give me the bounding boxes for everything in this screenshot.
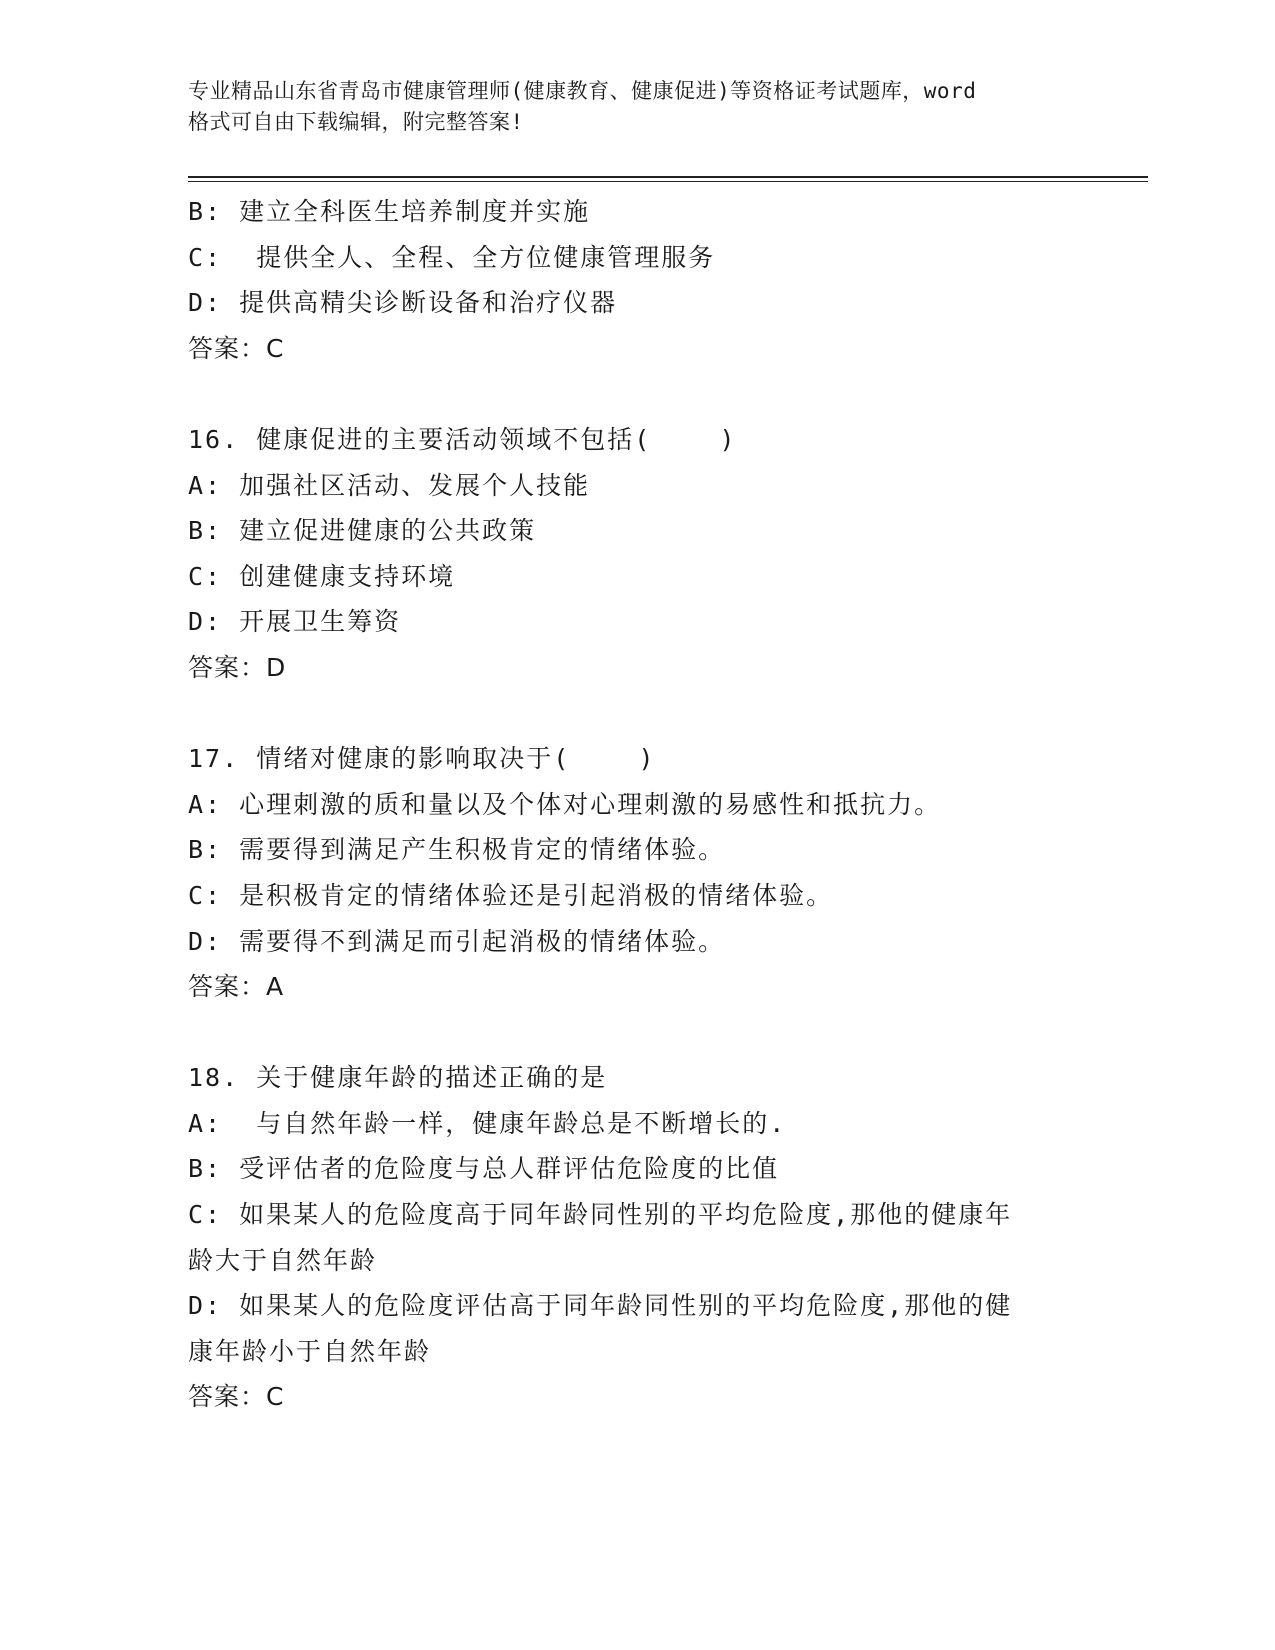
q17-option-c: C: 是积极肯定的情绪体验还是引起消极的情绪体验。 (188, 880, 834, 910)
question-16-block (188, 417, 1088, 691)
q17-question: 17. 情绪对健康的影响取决于( ) (188, 744, 656, 774)
q15-option-c: C: 提供全人、全程、全方位健康管理服务 (188, 242, 716, 272)
q18-option-b: B: 受评估者的危险度与总人群评估危险度的比值 (188, 1154, 780, 1184)
question-15-block (188, 189, 1088, 371)
q18-option-d-line-1: D: 如果某人的危险度评估高于同年龄同性别的平均危险度,那他的健 (188, 1291, 1013, 1321)
q16-question: 16. 健康促进的主要活动领域不包括( ) (188, 424, 737, 454)
q18-option-a: A: 与自然年龄一样，健康年龄总是不断增长的. (188, 1108, 787, 1138)
q16-option-d: D: 开展卫生筹资 (188, 607, 402, 637)
header-line-2: 格式可自由下载编辑，附完整答案! (188, 110, 524, 134)
q18-option-d-line-2: 康年龄小于自然年龄 (188, 1336, 432, 1366)
q15-option-b: B: 建立全科医生培养制度并实施 (188, 197, 591, 226)
q17-option-d: D: 需要得不到满足而引起消极的情绪体验。 (188, 926, 726, 956)
header-divider-thin (188, 181, 1148, 182)
q18-option-c-line-1: C: 如果某人的危险度高于同年龄同性别的平均危险度,那他的健康年 (188, 1200, 1013, 1230)
q18-option-c-line-2: 龄大于自然年龄 (188, 1245, 378, 1275)
q18-question: 18. 关于健康年龄的描述正确的是 (188, 1063, 608, 1093)
question-17-block (188, 736, 1088, 1010)
q17-answer: 答案：A (188, 972, 285, 1002)
q17-option-b: B: 需要得到满足产生积极肯定的情绪体验。 (188, 835, 726, 865)
q16-answer: 答案：D (188, 652, 287, 682)
question-18-block (188, 1055, 1088, 1420)
q15-answer: 答案：C (188, 333, 285, 363)
q18-answer: 答案：C (188, 1382, 285, 1412)
page-header (188, 76, 1088, 138)
q16-option-c: C: 创建健康支持环境 (188, 561, 456, 591)
header-divider-thick (188, 176, 1148, 178)
question-list (188, 189, 1088, 1420)
spacer (188, 371, 1088, 417)
q16-option-a: A: 加强社区活动、发展个人技能 (188, 470, 591, 500)
q15-option-d: D: 提供高精尖诊断设备和治疗仪器 (188, 288, 618, 318)
q16-option-b: B: 建立促进健康的公共政策 (188, 516, 537, 546)
header-line-1: 专业精品山东省青岛市健康管理师(健康教育、健康促进)等资格证考试题库，word (188, 79, 977, 103)
spacer (188, 691, 1088, 737)
spacer (188, 1010, 1088, 1056)
q17-option-a: A: 心理刺激的质和量以及个体对心理刺激的易感性和抵抗力。 (188, 789, 942, 819)
